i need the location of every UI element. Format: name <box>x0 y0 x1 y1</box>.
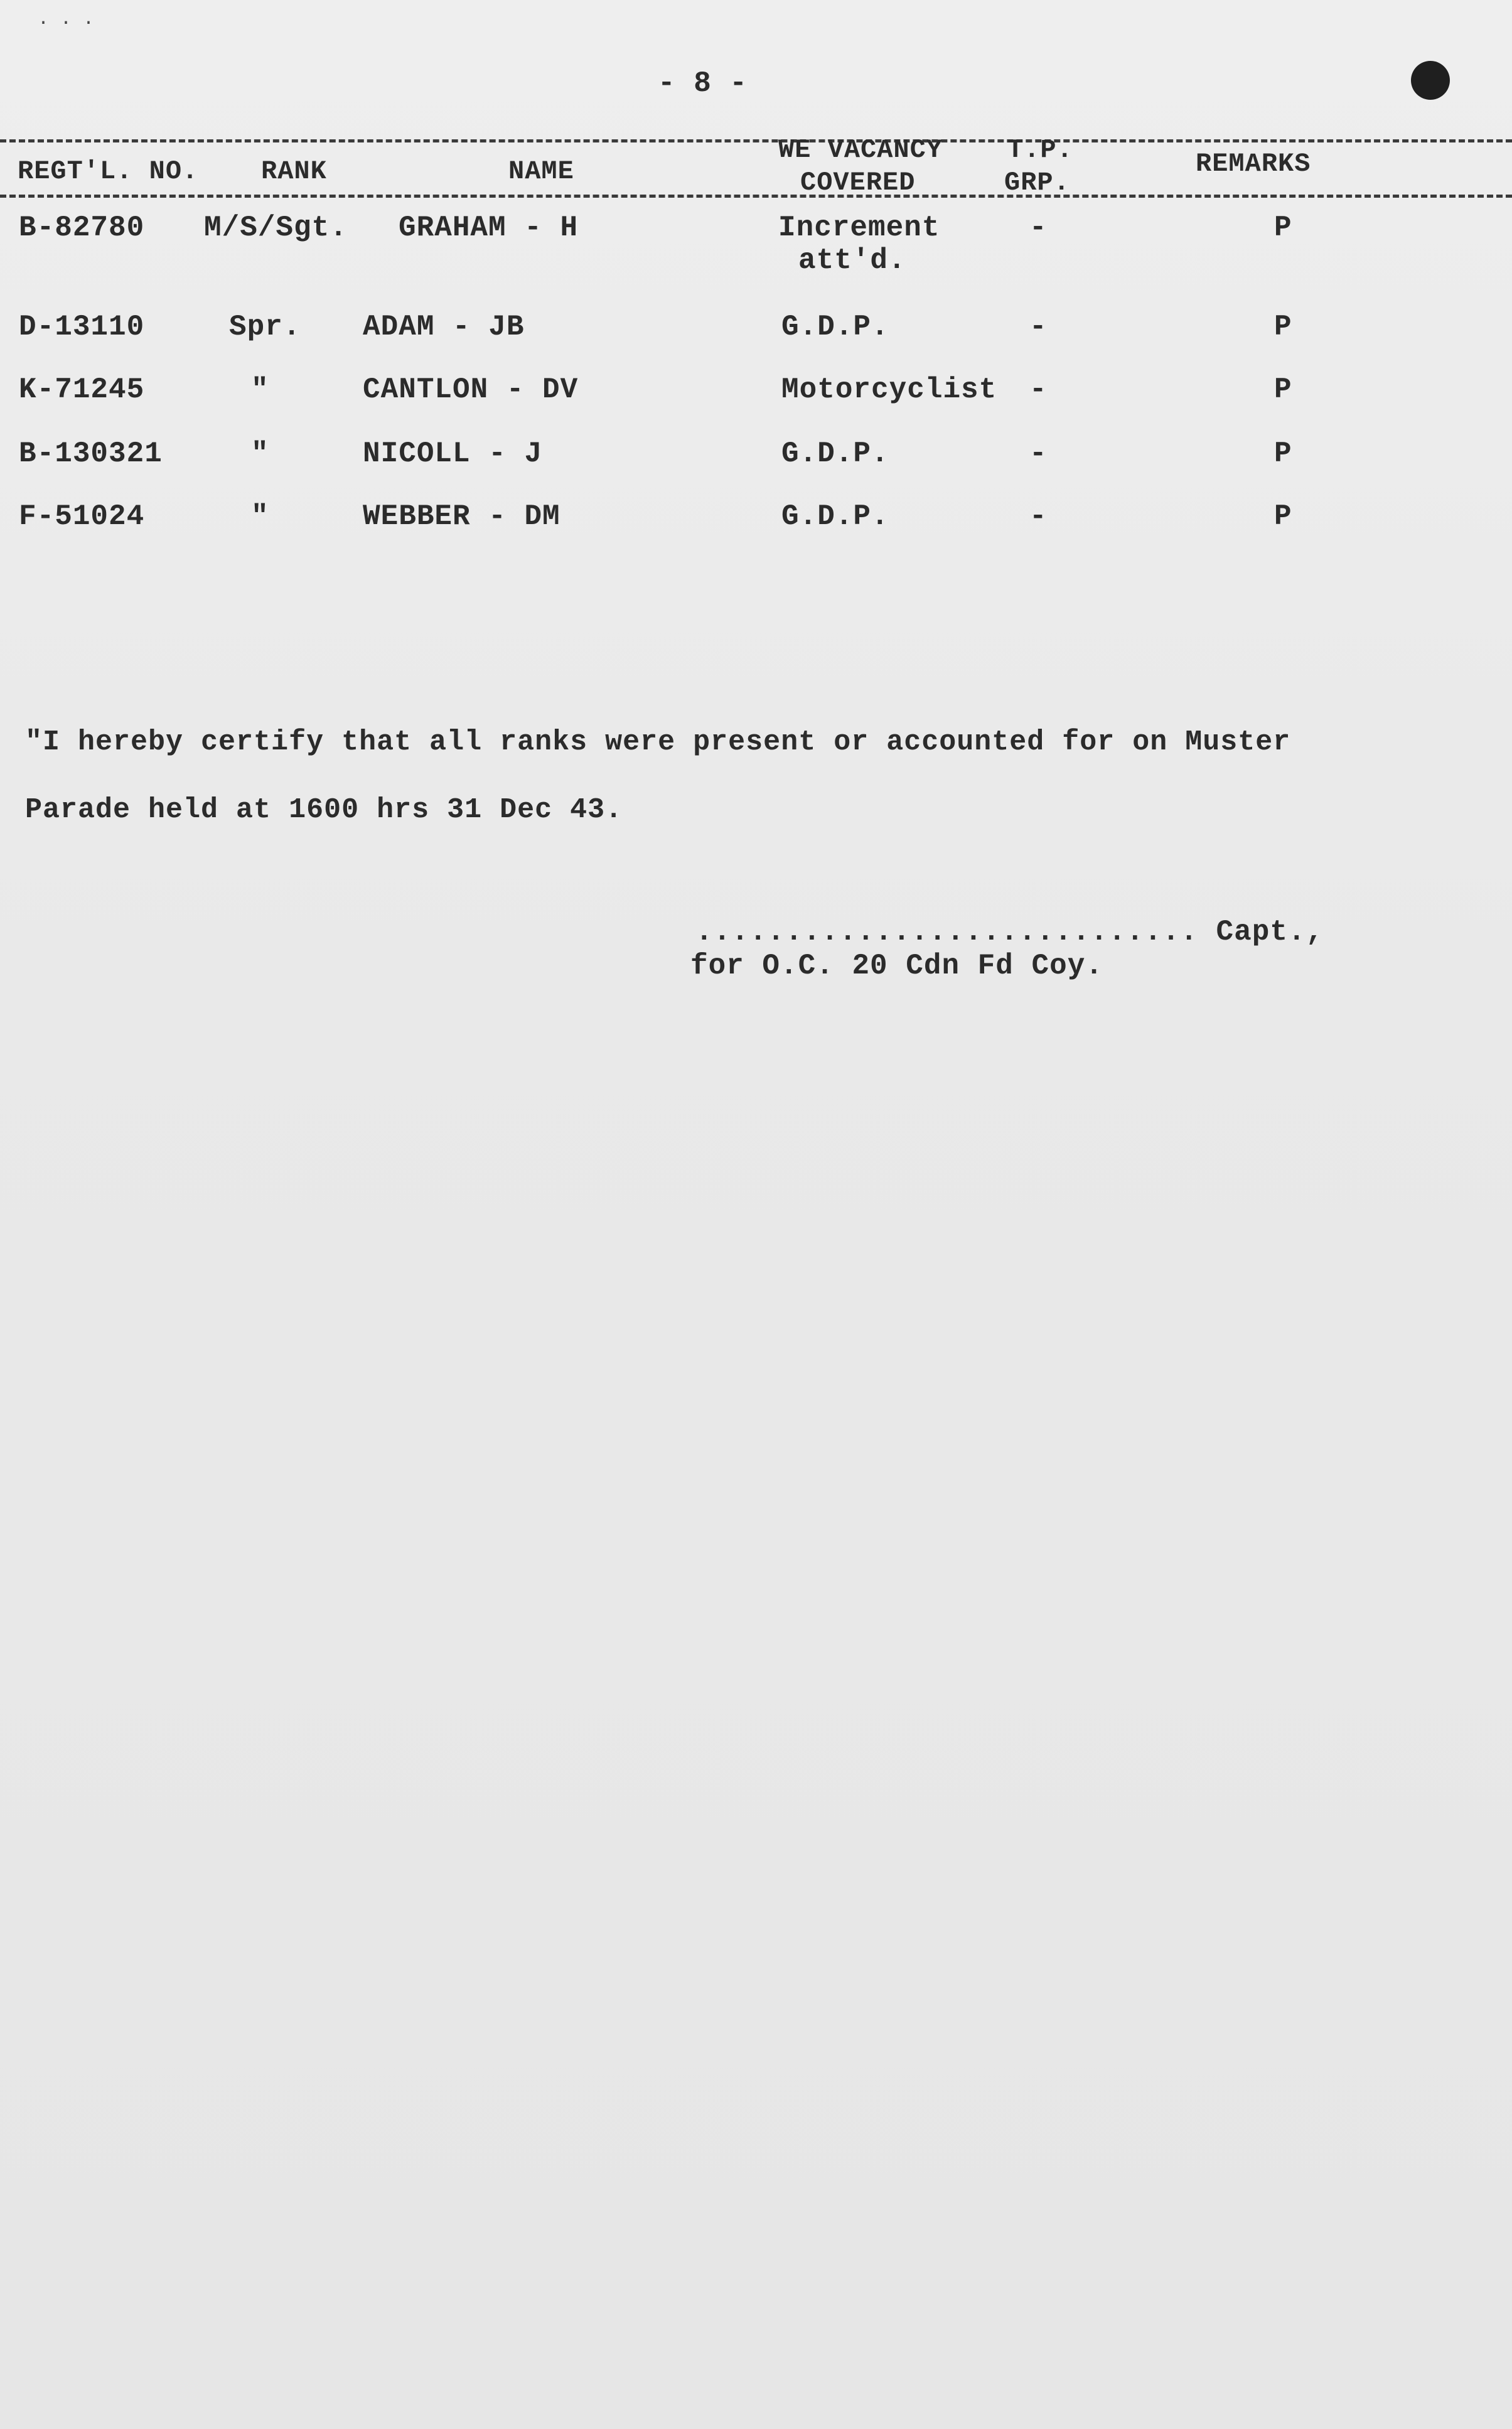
header-regtl-no: REGT'L. NO. <box>18 156 199 186</box>
row-1-vacancy: G.D.P. <box>781 311 889 343</box>
signature-line: ............................ Capt., <box>695 916 1324 948</box>
row-0-remarks: P <box>1274 212 1292 244</box>
row-0-regtl-no: B-82780 <box>19 212 145 244</box>
row-2-name: CANTLON - DV <box>363 373 579 406</box>
header-tp-line1: T.P. <box>1007 135 1073 165</box>
row-3-name: NICOLL - J <box>363 437 543 470</box>
row-0-vacancy-cont: att'd. <box>798 244 906 277</box>
certification-line-1: "I hereby certify that all ranks were present or accounted for on Muster <box>25 726 1291 758</box>
header-rule-top <box>0 139 1512 142</box>
row-4-rank: " <box>251 500 269 533</box>
row-1-remarks: P <box>1274 311 1292 343</box>
row-2-remarks: P <box>1274 373 1292 406</box>
row-0-name: GRAHAM - H <box>399 212 579 244</box>
row-1-name: ADAM - JB <box>363 311 525 343</box>
row-4-remarks: P <box>1274 500 1292 533</box>
row-4-name: WEBBER - DM <box>363 500 560 533</box>
row-2-rank: " <box>251 373 269 406</box>
row-1-regtl-no: D-13110 <box>19 311 145 343</box>
row-3-regtl-no: B-130321 <box>19 437 163 470</box>
row-2-regtl-no: K-71245 <box>19 373 145 406</box>
row-4-tp: - <box>1029 500 1048 533</box>
row-4-vacancy: G.D.P. <box>781 500 889 533</box>
row-1-rank: Spr. <box>229 311 301 343</box>
header-rule-bottom <box>0 195 1512 198</box>
row-0-rank: M/S/Sgt. <box>204 212 348 244</box>
row-3-tp: - <box>1029 437 1048 470</box>
stray-mark: · · · <box>38 13 95 34</box>
row-4-regtl-no: F-51024 <box>19 500 145 533</box>
row-3-rank: " <box>251 437 269 470</box>
certification-line-2: Parade held at 1600 hrs 31 Dec 43. <box>25 794 623 826</box>
row-0-vacancy: Increment <box>778 212 940 244</box>
signature-for-line: for O.C. 20 Cdn Fd Coy. <box>690 950 1103 982</box>
header-vacancy-line1: WE VACANCY <box>778 135 943 165</box>
header-rank: RANK <box>261 156 327 186</box>
header-tp-line2: GRP. <box>1004 168 1070 198</box>
row-2-vacancy: Motorcyclist <box>781 373 997 406</box>
header-name: NAME <box>508 156 574 186</box>
row-3-remarks: P <box>1274 437 1292 470</box>
row-3-vacancy: G.D.P. <box>781 437 889 470</box>
row-0-tp: - <box>1029 212 1048 244</box>
punch-hole <box>1411 61 1450 100</box>
row-1-tp: - <box>1029 311 1048 343</box>
page-number: - 8 - <box>658 67 748 100</box>
header-remarks: REMARKS <box>1196 149 1311 179</box>
header-vacancy-line2: COVERED <box>800 168 916 198</box>
row-2-tp: - <box>1029 373 1048 406</box>
